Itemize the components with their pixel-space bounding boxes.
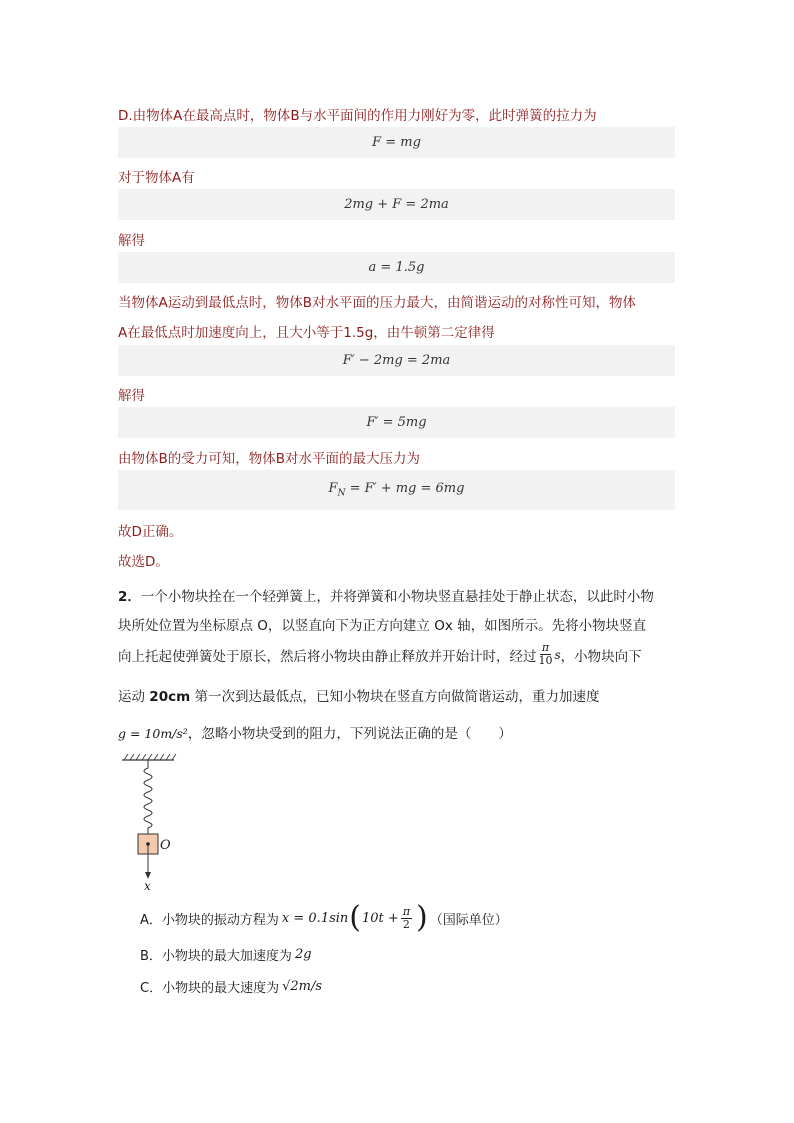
- spring: [144, 760, 152, 834]
- equation: F = mg: [372, 135, 421, 150]
- equation: [329, 481, 465, 499]
- question-2-line-3: [118, 642, 642, 667]
- from-object-b: 由物体B的受力可知，物体B对水平面的最大压力为: [118, 451, 421, 467]
- distance-value: 20cm: [149, 689, 191, 705]
- question-number: 2．: [118, 589, 141, 605]
- solve-label-1: 解得: [118, 233, 145, 249]
- question-text: ，小物块向下: [560, 648, 642, 665]
- label-x: x: [144, 879, 151, 893]
- gravity-value: g = 10m/s²: [118, 726, 188, 741]
- eq-rest: = F′ + mg = 6mg: [345, 481, 465, 497]
- fraction-numerator: π: [541, 641, 550, 654]
- lowest-point-line-2: A在最低点时加速度向上，且大小等于1.5g，由牛顿第二定律得: [118, 325, 495, 341]
- option-math: 10t +: [362, 910, 399, 926]
- solve-label-2: 解得: [118, 388, 145, 404]
- ceiling-hatch: [124, 754, 176, 760]
- question-text: 一个小物块拴在一个轻弹簧上，并将弹簧和小物块竖直悬挂处于静止状态，以此时小物: [140, 589, 654, 605]
- conclusion-choose: 故选D。: [118, 554, 169, 570]
- paren-close: ): [416, 900, 428, 935]
- equation-box-3: [118, 252, 675, 283]
- option-b: [140, 945, 312, 964]
- unit: s: [554, 647, 561, 662]
- lowest-point-line-1: 当物体A运动到最低点时，物体B对水平面的压力最大，由简谐运动的对称性可知，物体: [118, 295, 636, 311]
- option-text: 小物块的最大速度为: [162, 981, 280, 996]
- equation-box-1: [118, 127, 675, 158]
- option-math: 2g: [294, 947, 312, 962]
- question-2-line-1: [118, 585, 654, 605]
- option-text: 小物块的振动方程为: [161, 912, 279, 928]
- question-text: 第一次到达最低点，已知小物块在竖直方向做简谐运动，重力加速度: [190, 689, 600, 705]
- option-text: 小物块的最大加速度为: [161, 949, 292, 964]
- option-math: x = 0.1sin: [281, 910, 349, 926]
- option-c: [140, 977, 322, 996]
- option-a: [140, 902, 508, 934]
- option-tail: （国际单位）: [429, 912, 508, 928]
- x-axis-arrow: [145, 872, 151, 879]
- spring-block-figure: [118, 752, 188, 894]
- option-label: B．: [140, 949, 162, 964]
- label-O: O: [160, 838, 171, 853]
- equation: F′ = 5mg: [366, 415, 427, 430]
- question-text: ，忽略小物块受到的阻力，下列说法正确的是（ ）: [187, 726, 512, 742]
- equation-box-2: [118, 189, 675, 220]
- for-object-a: 对于物体A有: [118, 170, 195, 186]
- conclusion-correct: 故D正确。: [118, 524, 183, 540]
- fraction-denominator: 10: [538, 654, 553, 667]
- fraction-numerator: π: [402, 904, 411, 918]
- question-text: 运动: [118, 689, 150, 705]
- equation-box-6: [118, 470, 675, 510]
- option-label: C．: [140, 981, 163, 996]
- eq-main: F: [328, 481, 338, 497]
- fraction: [401, 906, 412, 931]
- question-text: 向上托起使弹簧处于原长，然后将小物块由静止释放并开始计时，经过: [118, 648, 537, 665]
- fraction-denominator: 2: [402, 917, 410, 931]
- equation: a = 1.5g: [368, 260, 425, 275]
- equation: 2mg + F = 2ma: [344, 197, 449, 212]
- eq-subscript: N: [337, 488, 346, 499]
- equation-box-4: [118, 345, 675, 376]
- fraction: [539, 642, 553, 667]
- question-2-line-5: [118, 722, 512, 742]
- equation: F′ − 2mg = 2ma: [342, 353, 451, 368]
- question-2-line-4: [118, 685, 599, 705]
- option-label: A．: [140, 912, 162, 928]
- equation-box-5: [118, 407, 675, 438]
- option-math: √2m/s: [282, 979, 323, 994]
- question-2-line-2: 块所处位置为坐标原点 O，以竖直向下为正方向建立 Ox 轴，如图所示。先将小物块竖直: [118, 618, 647, 634]
- partD-intro: D.由物体A在最高点时，物体B与水平面间的作用力刚好为零，此时弹簧的拉力为: [118, 108, 597, 124]
- paren-open: (: [349, 900, 362, 935]
